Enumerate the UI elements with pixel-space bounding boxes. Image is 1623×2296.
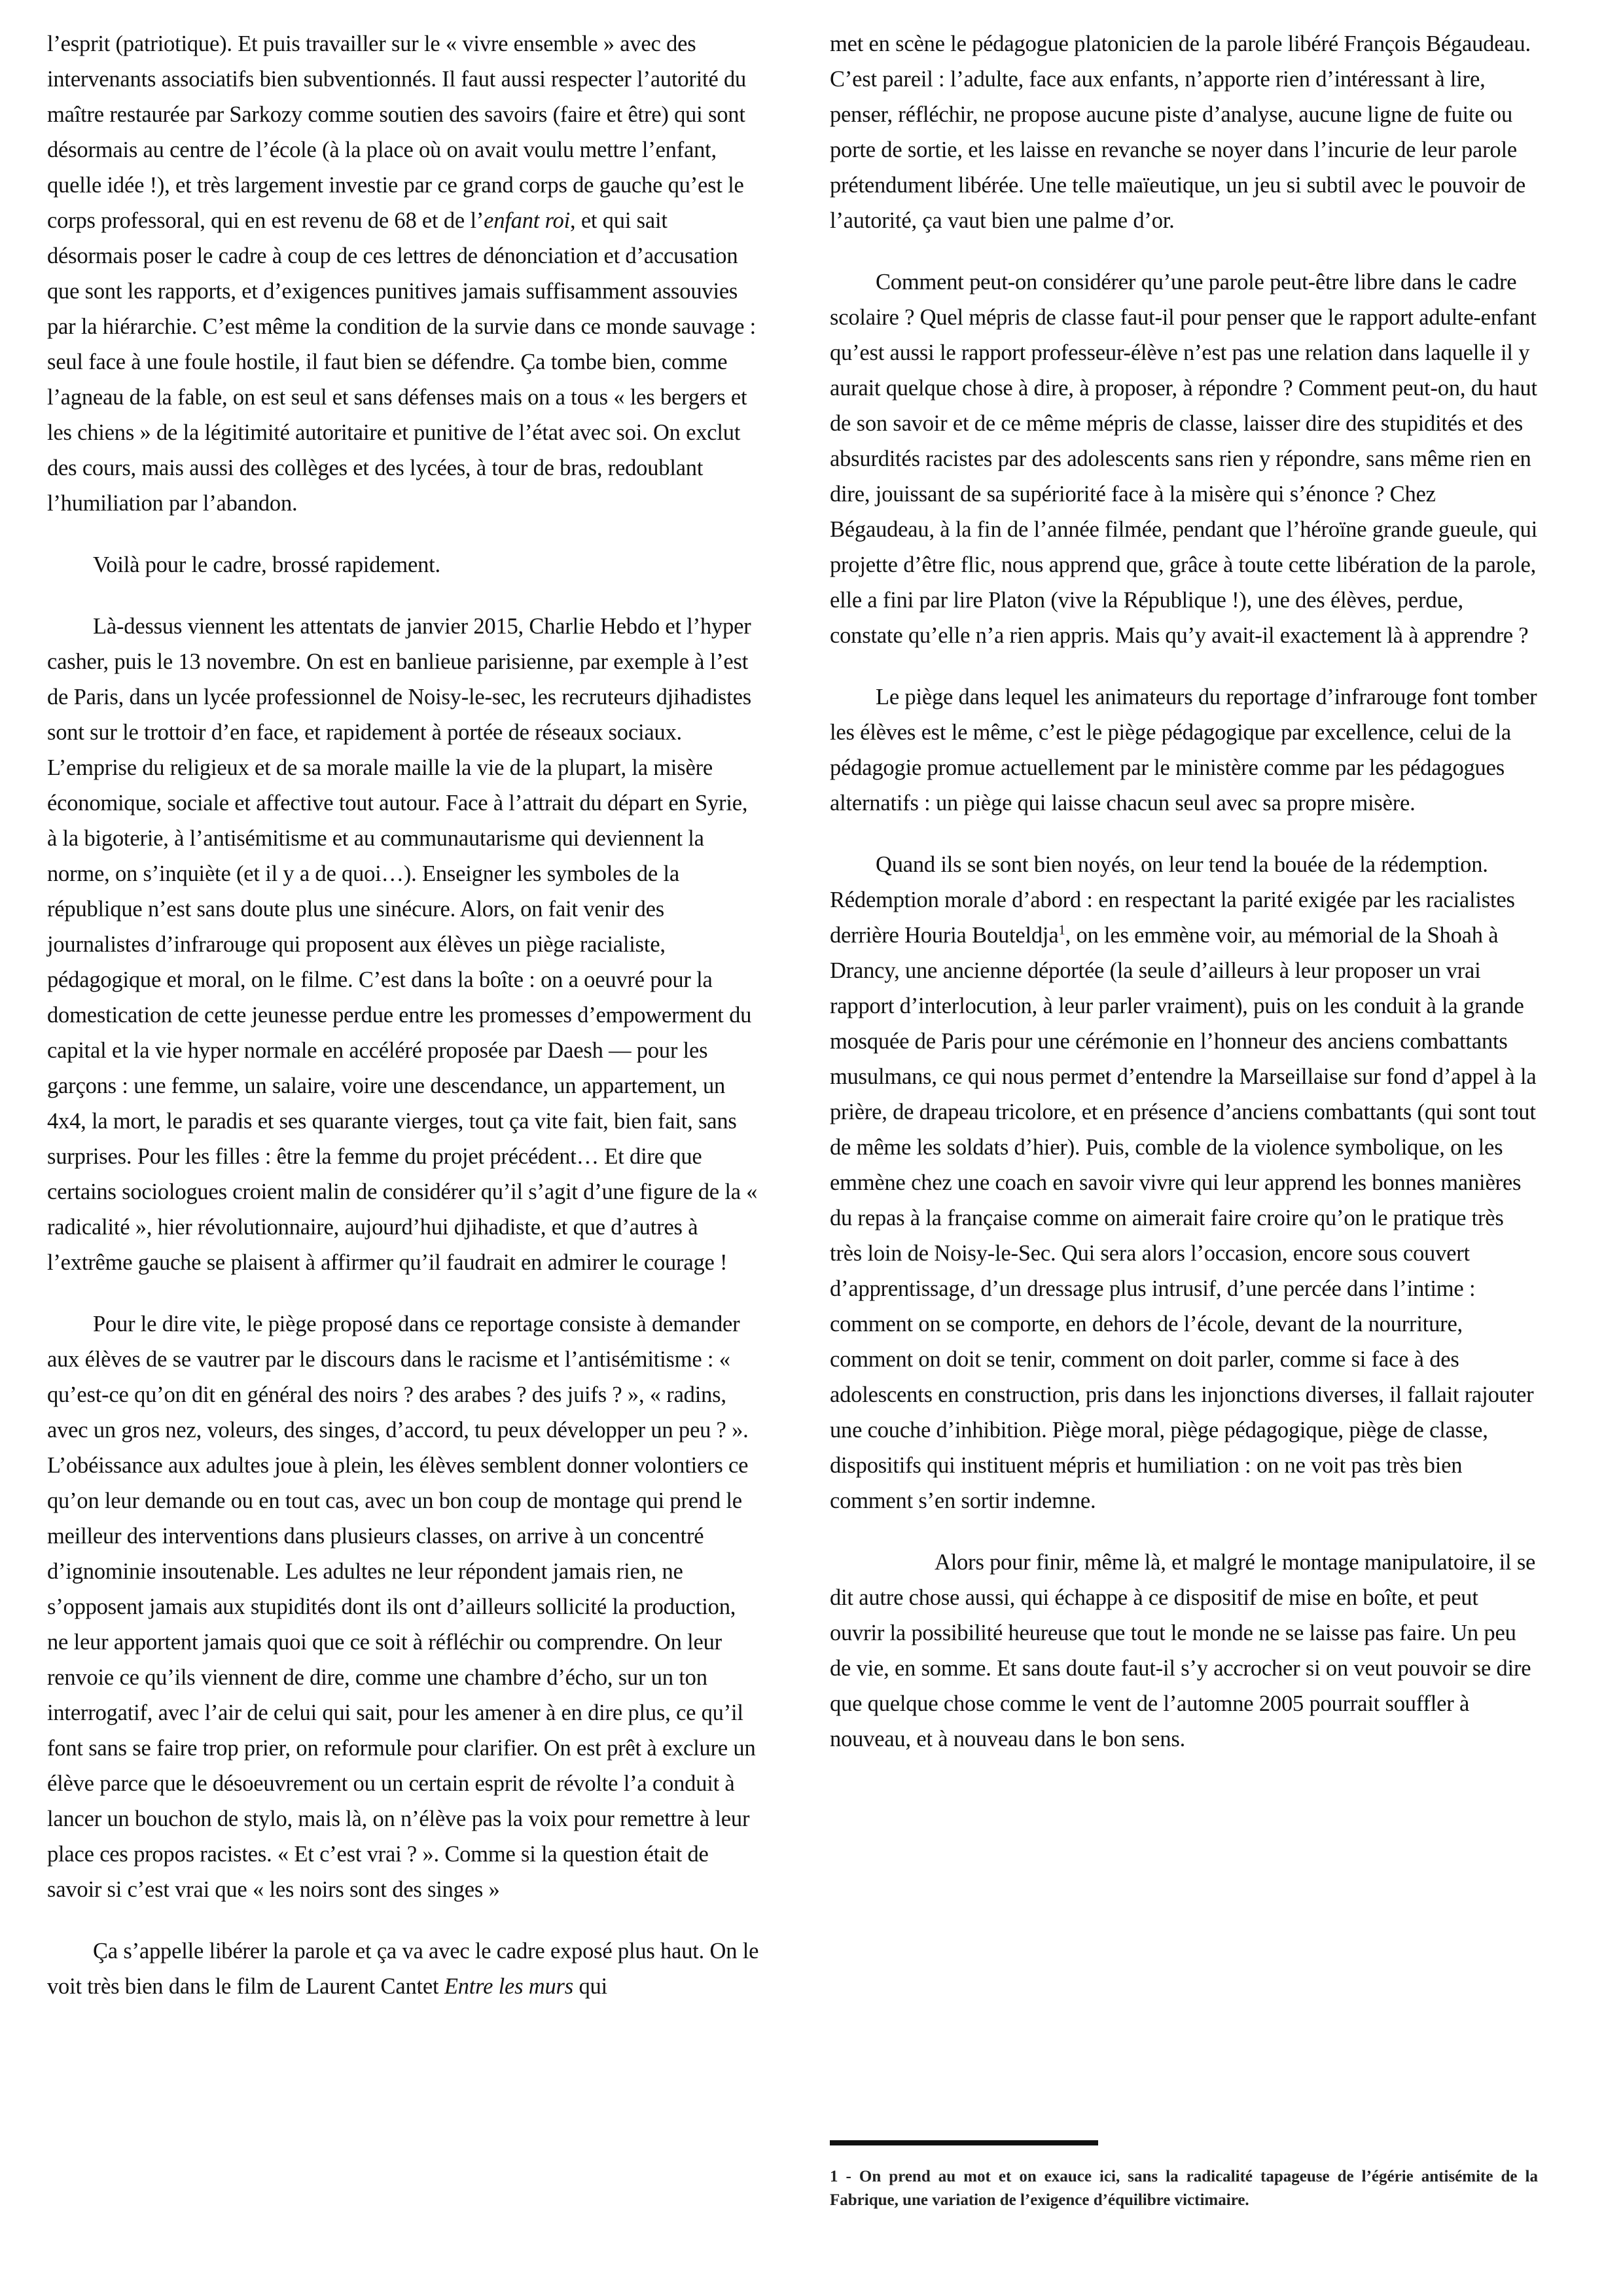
paragraph: Alors pour finir, même là, et malgré le montage manipulatoire, il se dit autre chose aussi, qui échappe à ce dispositif de mise en boîte, et peut ouvrir la possibilité heureuse que tout le monde ne se laisse pas faire. Un peu de vie, en somme. Et sans doute faut-il s’y accrocher si on veut pouvoir se dire que quelque chose comme le vent de l’automne 2005 pourrait souffler à nouveau, et à nouveau dans le bon sens. [830, 1550, 1536, 1751]
italic-text: Entre les murs [444, 1974, 574, 1999]
footnote-separator [830, 2140, 1098, 2145]
text-span: , on les emmène voir, au mémorial de la Shoah à Drancy, une ancienne déportée (la seule d’ailleurs à leur proposer un vrai rapport d’interlocution, à leur parler vraiment), puis on les conduit à la grande mosquée de Paris pour une cérémonie en l’honneur des anciens combattants musulmans, ce qui nous permet d’entendre la Marseillaise sur fond d’appel à la prière, de drapeau tricolore, et en présence d’anciens combattants (qui sont tout de même les soldats d’hier). Puis, comble de la violence symbolique, on les emmène chez une coach en savoir vivre qui leur apprend les bonnes manières du repas à la française comme on aimerait faire croire qu’on le pratique très très loin de Noisy-le-Sec. Qui sera alors l’occasion, encore sous couvert d’apprentissage, d’un dressage plus intrusif, d’une percée dans l’intime : comment on se comporte, en dehors de l’école, devant de la nourriture, comment on doit se tenir, comment on doit parler, comme si face à des adolescents en construction, pris dans les injonctions diverses, il fallait rajouter une couche d’inhibition. Piège moral, piège pédagogique, piège de classe, dispositifs qui instituent mépris et humiliation : on ne voit pas très bien comment s’en sortir indemne. [830, 923, 1537, 1513]
paragraph: Comment peut-on considérer qu’une parole peut-être libre dans le cadre scolaire ? Quel mépris de classe faut-il pour penser que le rapport adulte-enfant qu’est aussi le rapport professeur-élève n’est pas une relation dans laquelle il y aurait quelque chose à dire, à proposer, à répondre ? Comment peut-on, du haut de son savoir et de ce même mépris de classe, laisser dire des stupidités et des absurdités racistes par des adolescents sans rien y répondre, sans même rien en dire, jouissant de sa supériorité face à la misère qui s’énonce ? Chez Bégaudeau, à la fin de l’année filmée, pendant que l’héroïne grande gueule, qui projette d’être flic, nous apprend que, grâce à toute cette libération de la parole, elle a fini par lire Platon (vive la République !), une des élèves, perdue, constate qu’elle n’a rien appris. Mais qu’y avait-il exactement là à apprendre ? [830, 270, 1538, 648]
text-span: l’esprit (patriotique). Et puis travailler sur le « vivre ensemble » avec des intervenants associatifs bien subventionnés. Il faut aussi respecter l’autorité du maître restaurée par Sarkozy comme soutien des savoirs (faire et être) qui sont désormais au centre de l’école (à la place où on avait voulu mettre l’enfant, quelle idée !), et très largement investie par ce grand corps de gauche qu’est le corps professoral, qui en est revenu de 68 et de l’ [47, 31, 747, 233]
paragraph [47, 26, 760, 521]
paragraph: Voilà pour le cadre, brossé rapidement. [93, 552, 440, 577]
text-span: Ça s’appelle libérer la parole et ça va avec le cadre exposé plus haut. On le voit très bien dans le film de Laurent Cantet [47, 1939, 759, 1999]
paragraph: Là-dessus viennent les attentats de janvier 2015, Charlie Hebdo et l’hyper casher, puis le 13 novembre. On est en banlieue parisienne, par exemple à l’est de Paris, dans un lycée professionnel de Noisy-le-sec, les recruteurs djihadistes sont sur le trottoir d’en face, et rapidement à portée de réseaux sociaux. L’emprise du religieux et de sa morale maille la vie de la plupart, la misère économique, sociale et affective tout autour. Face à l’attrait du départ en Syrie, à la bigoterie, à l’antisémitisme et au communautarisme qui deviennent la norme, on s’inquiète (et il y a de quoi…). Enseigner les symboles de la république n’est sans doute plus une sinécure. Alors, on fait venir des journalistes d’infrarouge qui proposent aux élèves un piège racialiste, pédagogique et moral, on le filme. C’est dans la boîte : on a oeuvré pour la domestication de cette jeunesse perdue entre les promesses d’empowerment du capital et la vie hyper normale en accéléré proposée par Daesh — pour les garçons : une femme, un salaire, voire une descendance, un appartement, un 4x4, la mort, le paradis et ses quarante vierges, tout ça vite fait, bien fait, sans surprises. Pour les filles : être la femme du projet précédent… Et dire que certains sociologues croient malin de considérer qu’il s’agit d’une figure de la « radicalité », hier révolutionnaire, aujourd’hui djihadiste, et que d’autres à l’extrême gauche se plaisent à affirmer qu’il faudrait en admirer le courage ! [47, 614, 758, 1275]
left-column [47, 26, 760, 2004]
paragraph [47, 1933, 760, 2004]
right-column [830, 26, 1538, 1757]
paragraph: met en scène le pédagogue platonicien de la parole libéré François Bégaudeau. C’est pareil : l’adulte, face aux enfants, n’apporte rien d’intéressant à lire, penser, réfléchir, ne propose aucune piste d’analyse, aucune ligne de fuite ou porte de sortie, et les laisse en revanche se noyer dans l’incurie de leur parole prétendument libérée. Une telle maïeutique, un jeu si subtil avec le pouvoir de l’autorité, ça vaut bien une palme d’or. [830, 31, 1531, 233]
text-span: , et qui sait désormais poser le cadre à coup de ces lettres de dénonciation et d’accusation que sont les rapports, et d’exigences punitives jamais suffisamment assouvies par la hiérarchie. C’est même la condition de la survie dans ce monde sauvage : seul face à une foule hostile, il faut bien se défendre. Ça tombe bien, comme l’agneau de la fable, on est seul et sans défenses mais on a tous « les bergers et les chiens » de la légitimité autoritaire et punitive de l’état avec soi. On exclut des cours, mais aussi des collèges et des lycées, à tour de bras, redoublant l’humiliation par l’abandon. [47, 208, 756, 516]
paragraph [830, 847, 1538, 1518]
paragraph: Pour le dire vite, le piège proposé dans ce reportage consiste à demander aux élèves de se vautrer par le discours dans le racisme et l’antisémitisme : « qu’est-ce qu’on dit en général des noirs ? des arabes ? des juifs ? », « radins, avec un gros nez, voleurs, des singes, d’accord, tu peux développer un peu ? ». L’obéissance aux adultes joue à plein, les élèves semblent donner volontiers ce qu’on leur demande ou en tout cas, avec un bon coup de montage qui prend le meilleur des interventions dans plusieurs classes, on arrive à un concentré d’ignominie insoutenable. Les adultes ne leur répondent jamais rien, ne s’opposent jamais aux stupidités dont ils ont d’ailleurs sollicité la production, ne leur apportent jamais quoi que ce soit à réfléchir ou comprendre. On leur renvoie ce qu’ils viennent de dire, comme une chambre d’écho, sur un ton interrogatif, avec l’air de celui qui sait, pour les amener à en dire plus, ce qu’il font sans se faire trop prier, on reformule pour clarifier. On est prêt à exclure un élève parce que le désoeuvrement ou un certain esprit de révolte l’a conduit à lancer un bouchon de stylo, mais là, on n’élève pas la voix pour remettre à leur place ces propos racistes. « Et c’est vrai ? ». Comme si la question était de savoir si c’est vrai que « les noirs sont des singes » [47, 1312, 756, 1902]
italic-text: enfant roi [484, 208, 570, 233]
paragraph: Le piège dans lequel les animateurs du reportage d’infrarouge font tomber les élèves est le même, c’est le piège pédagogique par excellence, celui de la pédagogie promue actuellement par le ministère comme par les pédagogues alternatifs : un piège qui laisse chacun seul avec sa propre misère. [830, 685, 1537, 816]
footnote: 1 - On prend au mot et on exauce ici, sans la radicalité tapageuse de l’égérie antisémite de la Fabrique, une variation de l’exigence d’équilibre victimaire. [830, 2168, 1538, 2209]
footnote-marker: 1 [1058, 923, 1065, 938]
text-span: Quand ils se sont bien noyés, on leur tend la bouée de la rédemption. Rédemption morale d’abord : en respectant la parité exigée par les racialistes derrière Houria Bouteldja [830, 852, 1515, 948]
text-span: qui [573, 1974, 607, 1999]
